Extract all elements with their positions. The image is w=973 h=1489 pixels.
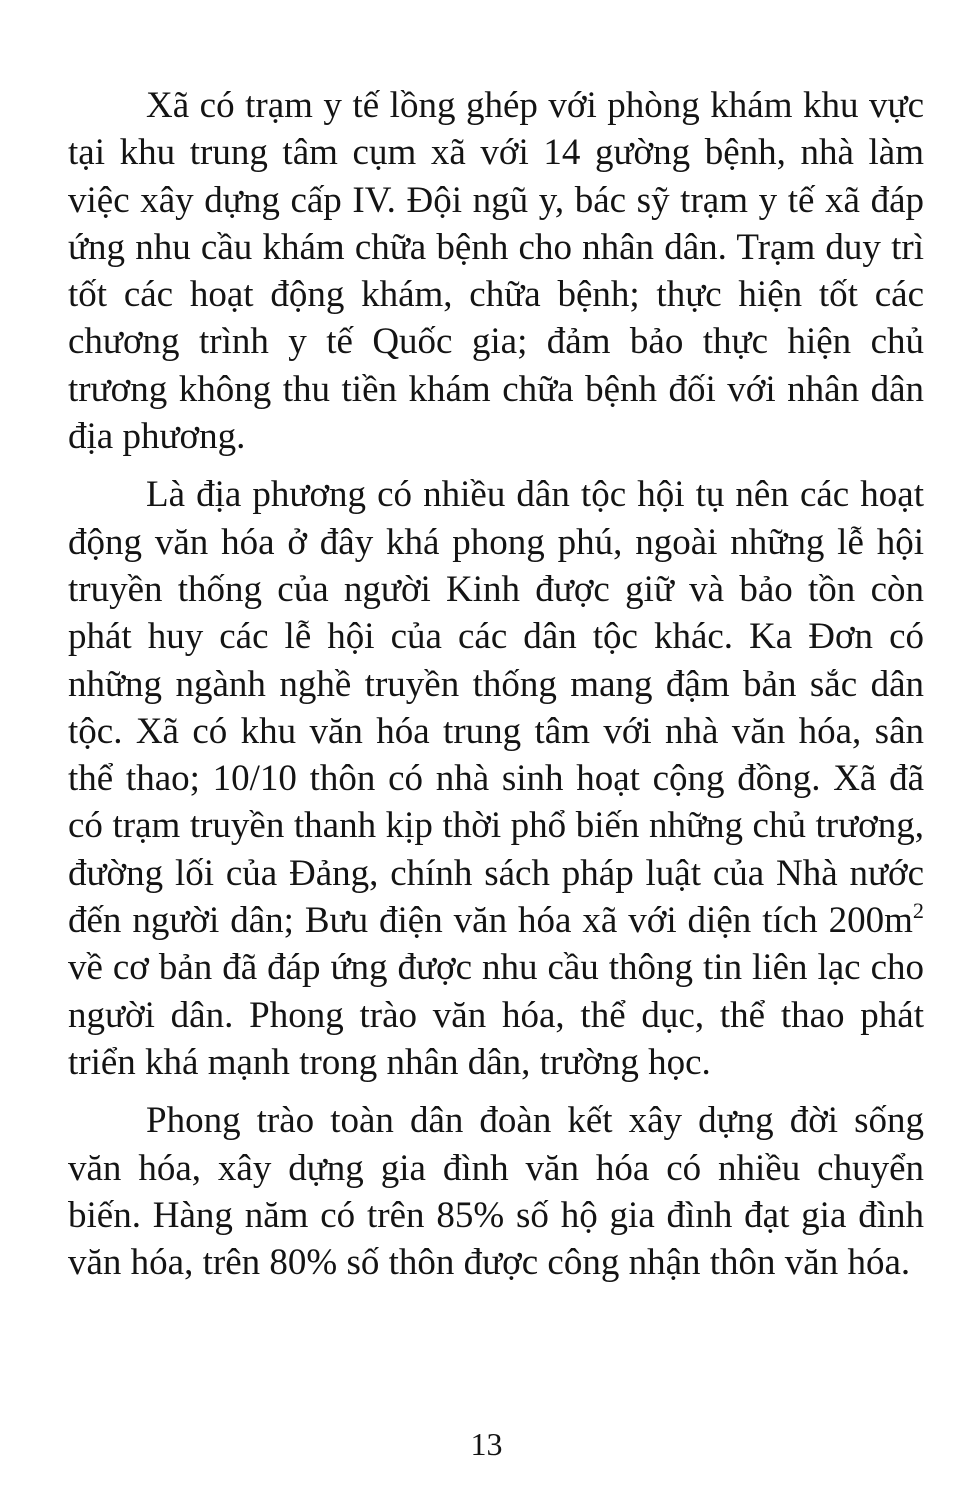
paragraph-health-station: Xã có trạm y tế lồng ghép với phòng khám khu vực tại khu trung tâm cụm xã với 14 gường bệnh, nhà làm việc xây dựng cấp IV. Đội ngũ y, bác sỹ trạm y tế xã đáp ứng nhu cầu khám chữa bệnh cho nhân dân. Trạm duy trì tốt các hoạt động khám, chữa bệnh; thực hiện tốt các chương trình y tế Quốc gia; đảm bảo thực hiện chủ trương không thu tiền khám chữa bệnh đối với nhân dân địa phương. (68, 85, 924, 458)
page-number: 13 (470, 1426, 503, 1462)
paragraph-culture-part-2: về cơ bản đã đáp ứng được nhu cầu thông tin liên lạc cho người dân. Phong trào văn hóa, thể dục, thể thao phát triển khá mạnh trong nhân dân, trường học. (68, 947, 924, 1083)
body-text (68, 82, 924, 1297)
area-unit-superscript: 2 (912, 897, 924, 923)
paragraph-culture-part-1: Là địa phương có nhiều dân tộc hội tụ nên các hoạt động văn hóa ở đây khá phong phú, ngoài những lễ hội truyền thống của người Kinh được giữ và bảo tồn còn phát huy các lễ hội của các dân tộc khác. Ka Đơn có những ngành nghề truyền thống mang đậm bản sắc dân tộc. Xã có khu văn hóa trung tâm với nhà văn hóa, sân thể thao; 10/10 thôn có nhà sinh hoạt cộng đồng. Xã đã có trạm truyền thanh kịp thời phổ biến những chủ trương, đường lối của Đảng, chính sách pháp luật của Nhà nước đến người dân; Bưu điện văn hóa xã với diện tích 200m (68, 474, 924, 942)
paragraph-cultural-movement: Phong trào toàn dân đoàn kết xây dựng đời sống văn hóa, xây dựng gia đình văn hóa có nhiều chuyển biến. Hàng năm có trên 85% số hộ gia đình đạt gia đình văn hóa, trên 80% số thôn được công nhận thôn văn hóa. (68, 1100, 924, 1284)
paragraph-culture (68, 471, 924, 1086)
